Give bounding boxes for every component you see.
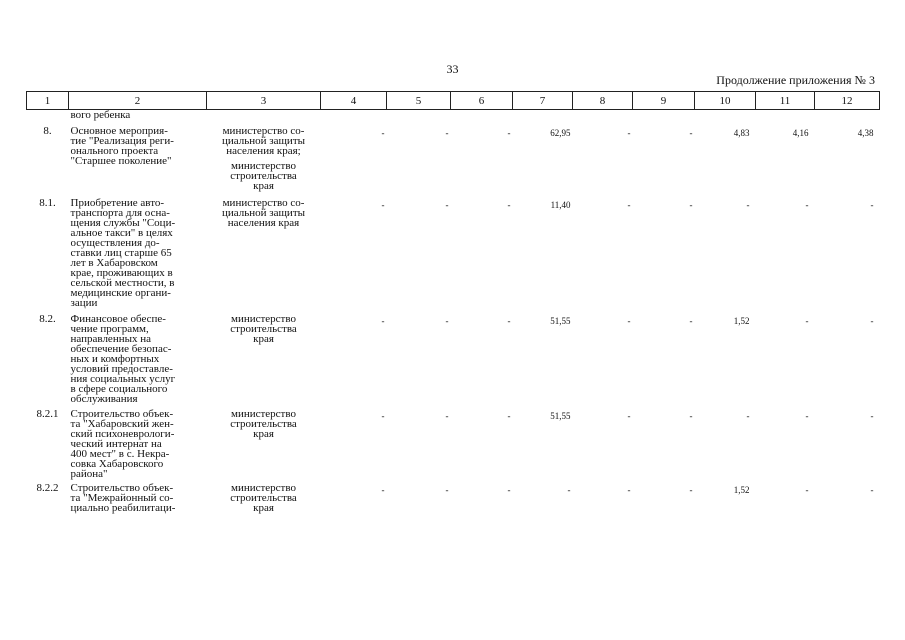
value-cell: - [445, 200, 449, 210]
col-header: 12 [815, 92, 880, 110]
value-cell: 4,38 [857, 128, 874, 138]
value-cell: - [627, 316, 631, 326]
value-cell: 4,83 [733, 128, 750, 138]
value-cell: - [567, 485, 571, 495]
value-cell: 51,55 [550, 411, 571, 421]
col-header: 6 [451, 92, 513, 110]
table-row [27, 191, 880, 308]
value-cell: - [870, 200, 874, 210]
value-cell: - [381, 411, 385, 421]
value-cell: - [689, 485, 693, 495]
value-cell: 11,40 [550, 200, 571, 210]
value-cell: 1,52 [733, 316, 750, 326]
col-header: 5 [387, 92, 451, 110]
value-cell: - [445, 411, 449, 421]
value-cell: 1,52 [733, 485, 750, 495]
col-header: 1 [27, 92, 69, 110]
value-cell: - [507, 316, 511, 326]
value-cell: - [627, 200, 631, 210]
executor-cell [207, 479, 321, 513]
row-number: 8.2.1 [36, 408, 59, 420]
value-cell: - [805, 316, 809, 326]
col-header: 4 [321, 92, 387, 110]
measure-name: Строительство объек- та "Межрайонный со- циально реабилитаци- [70, 482, 176, 514]
value-cell: - [627, 128, 631, 138]
row-number: 8.2.2 [36, 482, 59, 494]
value-cell: - [870, 485, 874, 495]
value-cell: - [445, 128, 449, 138]
value-cell: - [870, 316, 874, 326]
col-header: 2 [69, 92, 207, 110]
value-cell: - [445, 316, 449, 326]
executor-name: министерство строительства края [230, 313, 297, 345]
executor-name: министерство строительства края [230, 408, 297, 440]
measure-name: Основное мероприя- тие "Реализация реги- онального проекта "Старшее поколение" [70, 125, 174, 167]
col-header: 10 [695, 92, 756, 110]
executor-cell [207, 308, 321, 404]
value-cell: - [507, 128, 511, 138]
executor-name: министерство со- циальной защиты населения края [221, 197, 306, 229]
value-cell: - [805, 411, 809, 421]
value-cell: - [627, 411, 631, 421]
row-number: 8.1. [39, 197, 56, 209]
measure-name: Строительство объек- та "Хабаровский жен- ский психоневрологи- ческий интернат на 400 мест" в с. Некра- совка Хабаровского района" [70, 408, 175, 480]
value-cell: - [689, 411, 693, 421]
executor-cell [207, 191, 321, 308]
measure-name: Финансовое обеспе- чение программ, направленных на обеспечение безопас- ных и комфортных условий предоставле- ния социальных услуг в сфере социального обслуживания [70, 313, 176, 405]
table-row [27, 120, 880, 191]
table-row [27, 308, 880, 404]
carryover-text: вого ребенка [70, 109, 131, 121]
table-body [27, 110, 880, 514]
value-cell: - [381, 128, 385, 138]
row-number: 8.2. [39, 313, 56, 325]
table-row [27, 404, 880, 479]
col-header: 7 [513, 92, 573, 110]
value-cell: - [805, 200, 809, 210]
header-row [27, 92, 880, 110]
continuation-label: Продолжение приложения № 3 [716, 73, 875, 87]
value-cell: - [381, 200, 385, 210]
value-cell: - [689, 316, 693, 326]
value-cell: 51,55 [550, 316, 571, 326]
row-number: 8. [43, 125, 52, 137]
value-cell: - [507, 411, 511, 421]
value-cell: - [746, 411, 750, 421]
value-cell: - [689, 128, 693, 138]
executor-cell [207, 120, 321, 191]
value-cell: - [507, 200, 511, 210]
program-table [26, 91, 880, 513]
executor-name: министерство строительства края [230, 482, 297, 514]
value-cell: - [381, 485, 385, 495]
value-cell: 62,95 [550, 128, 571, 138]
value-cell: - [689, 200, 693, 210]
value-cell: - [870, 411, 874, 421]
col-header: 9 [633, 92, 695, 110]
measure-name: Приобретение авто- транспорта для осна- щения службы "Соци- альное такси" в целях осуществления до- ставки лиц старше 65 лет в Хабаровском крае, проживающих в сельской местности, в медицинские органи- зации [70, 197, 176, 309]
executor-name: министерство строительства края [230, 160, 297, 192]
table-row [27, 479, 880, 513]
value-cell: - [381, 316, 385, 326]
carryover-row [27, 110, 880, 121]
col-header: 3 [207, 92, 321, 110]
value-cell: - [627, 485, 631, 495]
value-cell: - [805, 485, 809, 495]
col-header: 8 [573, 92, 633, 110]
page-number: 33 [446, 62, 459, 76]
executor-cell [207, 404, 321, 479]
executor-name: министерство со- циальной защиты населения края; [221, 125, 306, 157]
col-header: 11 [756, 92, 815, 110]
value-cell: - [746, 200, 750, 210]
value-cell: 4,16 [792, 128, 809, 138]
value-cell: - [507, 485, 511, 495]
value-cell: - [445, 485, 449, 495]
